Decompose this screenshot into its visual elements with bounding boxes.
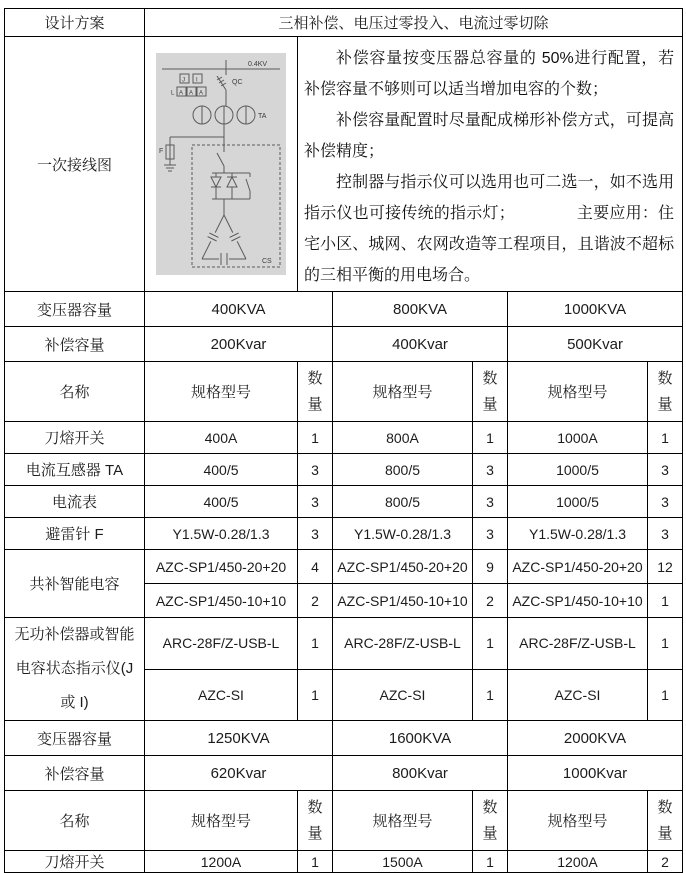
cs-label: CS: [262, 258, 272, 265]
spec-cell: AZC-SP1/450-20+20: [333, 550, 473, 584]
transformer-capacity-value: 1000KVA: [508, 292, 683, 327]
ammeter-1-label: A: [179, 90, 184, 97]
notes-cell: [298, 37, 683, 292]
note-paragraph-2: 补偿容量配置时尽量配成梯形补偿方式，可提高补偿精度；: [304, 112, 675, 160]
voltage-label: 0.4KV: [248, 61, 268, 68]
spec-cell: 400/5: [145, 454, 298, 486]
wiring-diagram-cell: [145, 37, 298, 292]
name-header: 名称: [5, 362, 145, 422]
compensation-capacity-row-2: [5, 756, 683, 791]
qty-header: 数量: [648, 791, 683, 851]
qty-cell: 3: [298, 454, 333, 486]
note-paragraph-1: 补偿容量按变压器总容量的 50%进行配置，若补偿容量不够则可以适当增加电容的个数；: [304, 50, 675, 98]
qty-cell: 1: [648, 669, 683, 721]
table-row-lightning-arrester: [5, 518, 683, 550]
header-row-2: [5, 791, 683, 851]
spec-cell: ARC-28F/Z-USB-L: [145, 618, 298, 670]
spec-cell: AZC-SI: [333, 669, 473, 721]
qty-cell: 3: [473, 486, 508, 518]
spec-cell: AZC-SI: [145, 669, 298, 721]
note-controller-text: 控制器与指示仪可以选用也可二选一，如不选用指示仪也可接传统的指示灯；: [304, 174, 675, 222]
spec-cell: 800/5: [333, 454, 473, 486]
qty-cell: 2: [648, 851, 683, 873]
spec-cell: Y1.5W-0.28/1.3: [508, 518, 648, 550]
qty-cell: 1: [473, 618, 508, 670]
table-row-smart-capacitor-a: [5, 550, 683, 584]
spec-header: 规格型号: [508, 362, 648, 422]
wiring-diagram-row: [5, 37, 683, 292]
spec-header: 规格型号: [145, 362, 298, 422]
table-row-current-transformer: [5, 454, 683, 486]
transformer-capacity-row-1: [5, 292, 683, 327]
spec-header: 规格型号: [333, 362, 473, 422]
spec-cell: 1200A: [508, 851, 648, 873]
compensation-capacity-label: 补偿容量: [5, 756, 145, 791]
spec-header: 规格型号: [145, 791, 298, 851]
qty-header: 数量: [473, 791, 508, 851]
spec-cell: ARC-28F/Z-USB-L: [333, 618, 473, 670]
design-scheme-row: [5, 9, 683, 37]
row-name: 避雷针 F: [5, 518, 145, 550]
spec-cell: 1000/5: [508, 486, 648, 518]
spec-cell: Y1.5W-0.28/1.3: [333, 518, 473, 550]
row-name: 刀熔开关: [5, 422, 145, 454]
qty-cell: 3: [473, 454, 508, 486]
spec-cell: AZC-SP1/450-20+20: [508, 550, 648, 584]
qty-cell: 1: [648, 422, 683, 454]
spec-cell: 1000/5: [508, 454, 648, 486]
qty-cell: 4: [298, 550, 333, 584]
table-row-controller-a: [5, 618, 683, 670]
meter-j-label: J: [182, 77, 185, 84]
ta-label: TA: [258, 113, 267, 120]
row-name-controller: 无功补偿器或智能电容状态指示仪(J 或 I): [5, 618, 145, 721]
design-scheme-label: 设计方案: [5, 9, 145, 37]
qty-cell: 1: [473, 669, 508, 721]
transformer-capacity-value: 1250KVA: [145, 721, 333, 756]
compensation-capacity-value: 200Kvar: [145, 327, 333, 362]
table-row-ammeter: [5, 486, 683, 518]
qty-header: 数量: [648, 362, 683, 422]
row-name-smart-capacitor: 共补智能电容: [5, 550, 145, 618]
qty-cell: 3: [648, 454, 683, 486]
spec-cell: 800/5: [333, 486, 473, 518]
qty-cell: 1: [648, 584, 683, 618]
spec-cell: ARC-28F/Z-USB-L: [508, 618, 648, 670]
ammeter-3-label: A: [199, 90, 204, 97]
row-name: 刀熔开关: [5, 851, 145, 873]
qty-header: 数量: [473, 362, 508, 422]
name-header: 名称: [5, 791, 145, 851]
spec-cell: 1000A: [508, 422, 648, 454]
qty-cell: 2: [298, 584, 333, 618]
single-line-diagram: [156, 53, 286, 275]
wiring-diagram-label: 一次接线图: [5, 37, 145, 292]
qty-cell: 1: [298, 669, 333, 721]
compensation-capacity-value: 800Kvar: [333, 756, 508, 791]
qty-cell: 1: [298, 618, 333, 670]
qty-cell: 1: [648, 618, 683, 670]
spec-cell: AZC-SI: [508, 669, 648, 721]
qty-cell: 3: [648, 518, 683, 550]
circuit-diagram-svg: [156, 53, 286, 275]
transformer-capacity-value: 800KVA: [333, 292, 508, 327]
spec-cell: 400A: [145, 422, 298, 454]
transformer-capacity-label: 变压器容量: [5, 721, 145, 756]
qty-cell: 1: [473, 851, 508, 873]
spec-cell: AZC-SP1/450-20+20: [145, 550, 298, 584]
qty-header: 数量: [298, 791, 333, 851]
spec-cell: AZC-SP1/450-10+10: [333, 584, 473, 618]
qty-cell: 1: [473, 422, 508, 454]
compensation-capacity-label: 补偿容量: [5, 327, 145, 362]
ammeter-2-label: A: [189, 90, 194, 97]
meter-i-label: I: [196, 77, 198, 84]
qty-cell: 9: [473, 550, 508, 584]
qty-cell: 3: [298, 486, 333, 518]
qty-cell: 1: [298, 851, 333, 873]
qty-cell: 3: [298, 518, 333, 550]
qty-cell: 3: [648, 486, 683, 518]
table-row-knife-fuse-switch-2: [5, 851, 683, 873]
spec-cell: 400/5: [145, 486, 298, 518]
compensation-spec-table: [4, 8, 683, 873]
compensation-capacity-row-1: [5, 327, 683, 362]
note-application-text: 主要应用：住宅小区、城网、农网改造等工程项目，且谐波不超标的三相平衡的用电场合。: [304, 205, 675, 284]
compensation-capacity-value: 620Kvar: [145, 756, 333, 791]
compensation-capacity-value: 500Kvar: [508, 327, 683, 362]
row-name: 电流表: [5, 486, 145, 518]
transformer-capacity-label: 变压器容量: [5, 292, 145, 327]
transformer-capacity-row-2: [5, 721, 683, 756]
transformer-capacity-value: 2000KVA: [508, 721, 683, 756]
spec-header: 规格型号: [333, 791, 473, 851]
compensation-capacity-value: 1000Kvar: [508, 756, 683, 791]
qty-header: 数量: [298, 362, 333, 422]
table-row-knife-fuse-switch: [5, 422, 683, 454]
spec-cell: 800A: [333, 422, 473, 454]
qty-cell: 1: [298, 422, 333, 454]
meter-l-label: L: [171, 90, 175, 97]
spec-cell: AZC-SP1/450-10+10: [145, 584, 298, 618]
design-scheme-value: 三相补偿、电压过零投入、电流过零切除: [145, 9, 683, 37]
spec-header: 规格型号: [508, 791, 648, 851]
qty-cell: 3: [473, 518, 508, 550]
transformer-capacity-value: 400KVA: [145, 292, 333, 327]
note-paragraph-3: [304, 167, 674, 291]
spec-cell: AZC-SP1/450-10+10: [508, 584, 648, 618]
qty-cell: 12: [648, 550, 683, 584]
qty-cell: 2: [473, 584, 508, 618]
row-name: 电流互感器 TA: [5, 454, 145, 486]
transformer-capacity-value: 1600KVA: [333, 721, 508, 756]
spec-cell: 1200A: [145, 851, 298, 873]
spec-cell: Y1.5W-0.28/1.3: [145, 518, 298, 550]
header-row-1: [5, 362, 683, 422]
compensation-capacity-value: 400Kvar: [333, 327, 508, 362]
spec-cell: 1500A: [333, 851, 473, 873]
fuse-label: F: [159, 148, 164, 155]
qc-switch-label: QC: [232, 79, 243, 86]
